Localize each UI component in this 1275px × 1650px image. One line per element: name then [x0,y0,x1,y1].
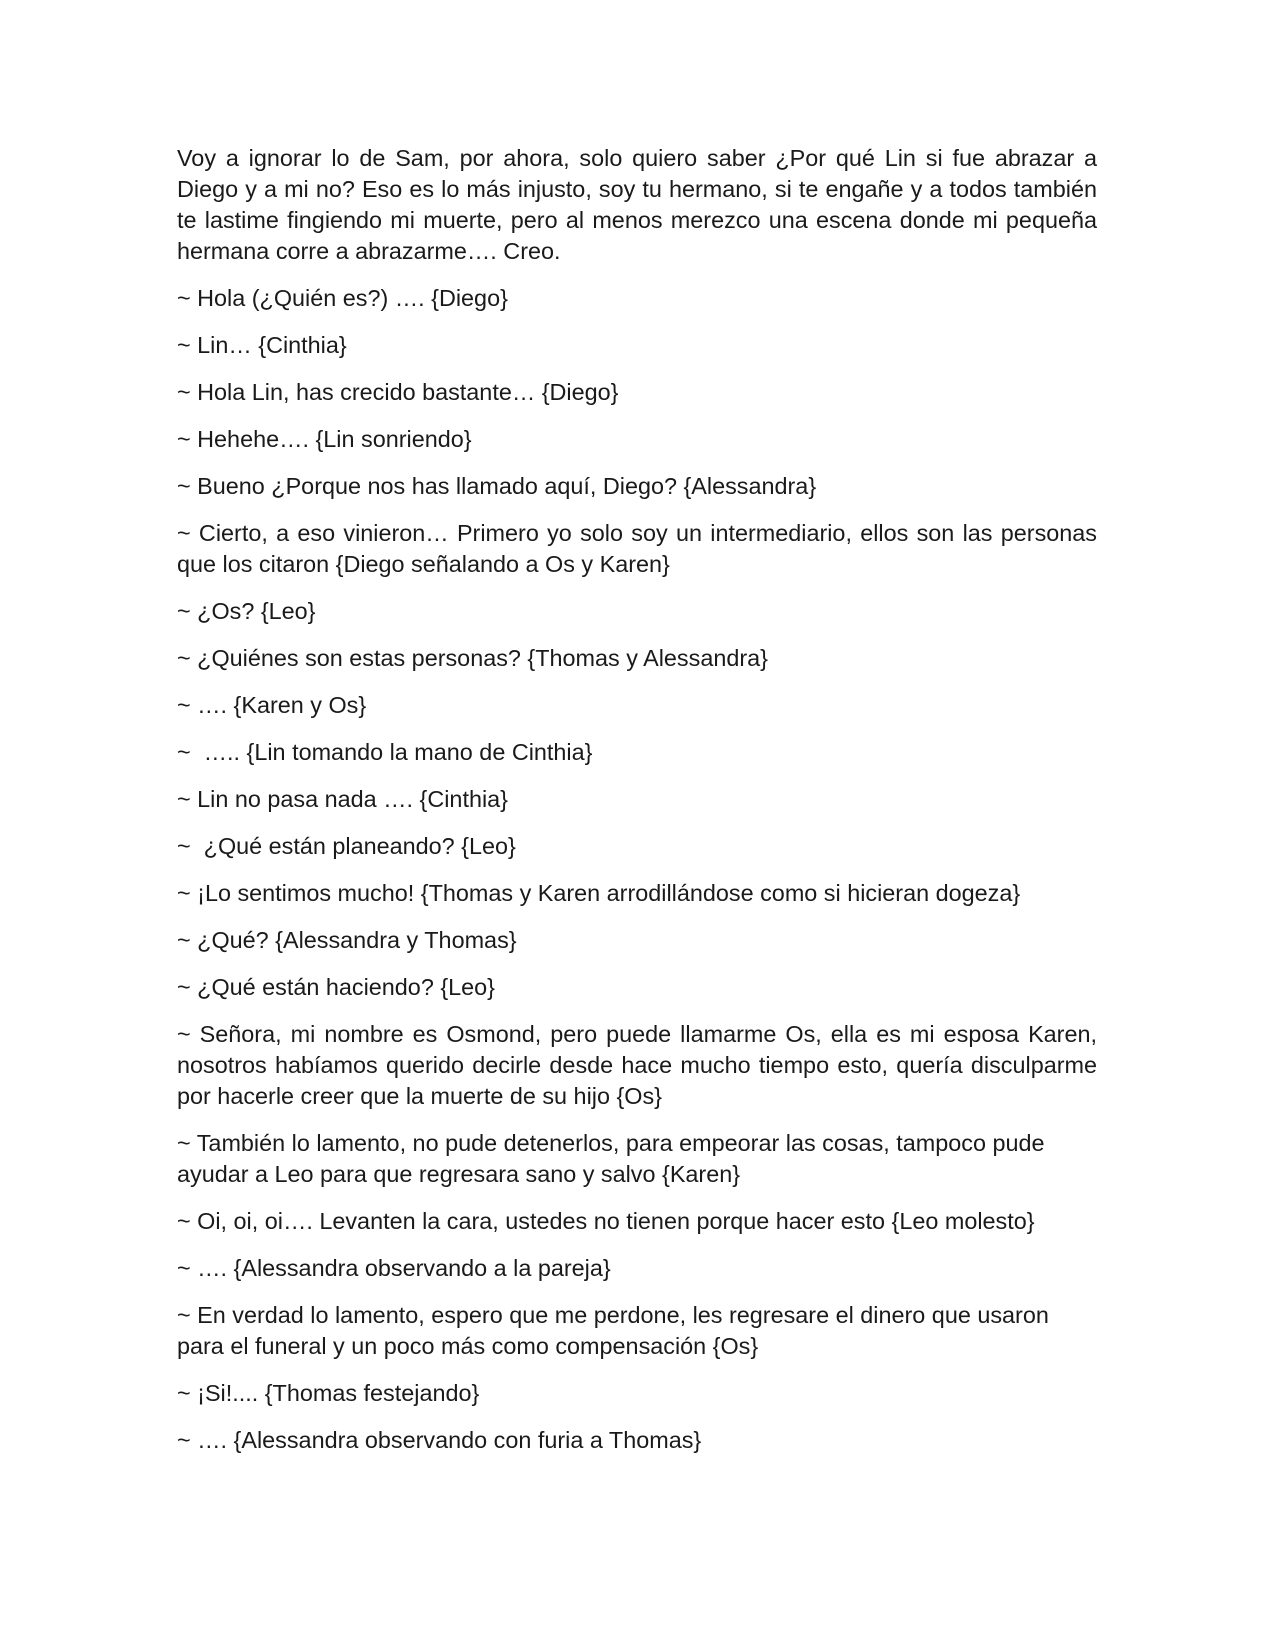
dialogue-line: ~ ¿Os? {Leo} [177,598,316,624]
dialogue-line: ~ ¡Si!.... {Thomas festejando} [177,1380,480,1406]
dialogue-line: ~ En verdad lo lamento, espero que me perdone, les regresare el dinero que usaron para el funeral y un poco más como compensación {Os} [177,1302,1049,1359]
dialogue-line: ~ Oi, oi, oi…. Levanten la cara, ustedes no tienen porque hacer esto {Leo molesto} [177,1208,1035,1234]
dialogue-line: ~ Bueno ¿Porque nos has llamado aquí, Diego? {Alessandra} [177,473,817,499]
dialogue-line: ~ …. {Karen y Os} [177,692,367,718]
dialogue-line: ~ …. {Alessandra observando a la pareja} [177,1255,611,1281]
dialogue-line: ~ Hehehe…. {Lin sonriendo} [177,426,472,452]
dialogue-line: ~ Lin… {Cinthia} [177,332,347,358]
dialogue-line: ~ Hola (¿Quién es?) …. {Diego} [177,285,508,311]
dialogue-line: ~ ¿Qué? {Alessandra y Thomas} [177,927,517,953]
document-body [177,143,1097,1472]
narration-paragraph: Voy a ignorar lo de Sam, por ahora, solo quiero saber ¿Por qué Lin si fue abrazar a Diego y a mi no? Eso es lo más injusto, soy tu hermano, si te engañe y a todos también te lastime fingiendo mi muerte, pero al menos merezco una escena donde mi pequeña hermana corre a abrazarme…. Creo. [177,145,1097,264]
dialogue-line: ~ ¿Quiénes son estas personas? {Thomas y Alessandra} [177,645,768,671]
dialogue-line: ~ ¡Lo sentimos mucho! {Thomas y Karen arrodillándose como si hicieran dogeza} [177,880,1021,906]
dialogue-line: ~ Lin no pasa nada …. {Cinthia} [177,786,508,812]
dialogue-line: ~ Hola Lin, has crecido bastante… {Diego} [177,379,619,405]
dialogue-line: ~ …. {Alessandra observando con furia a Thomas} [177,1427,702,1453]
dialogue-line: ~ ¿Qué están haciendo? {Leo} [177,974,495,1000]
dialogue-line: ~ ¿Qué están planeando? {Leo} [177,833,516,859]
dialogue-line: ~ Cierto, a eso vinieron… Primero yo solo soy un intermediario, ellos son las personas que los citaron {Diego señalando a Os y Karen} [177,520,1097,577]
dialogue-line: ~ ….. {Lin tomando la mano de Cinthia} [177,739,593,765]
dialogue-line: ~ También lo lamento, no pude detenerlos, para empeorar las cosas, tampoco pude ayudar a Leo para que regresara sano y salvo {Karen} [177,1130,1045,1187]
dialogue-line: ~ Señora, mi nombre es Osmond, pero puede llamarme Os, ella es mi esposa Karen, nosotros habíamos querido decirle desde hace mucho tiempo esto, quería disculparme por hacerle creer que la muerte de su hijo {Os} [177,1021,1097,1109]
